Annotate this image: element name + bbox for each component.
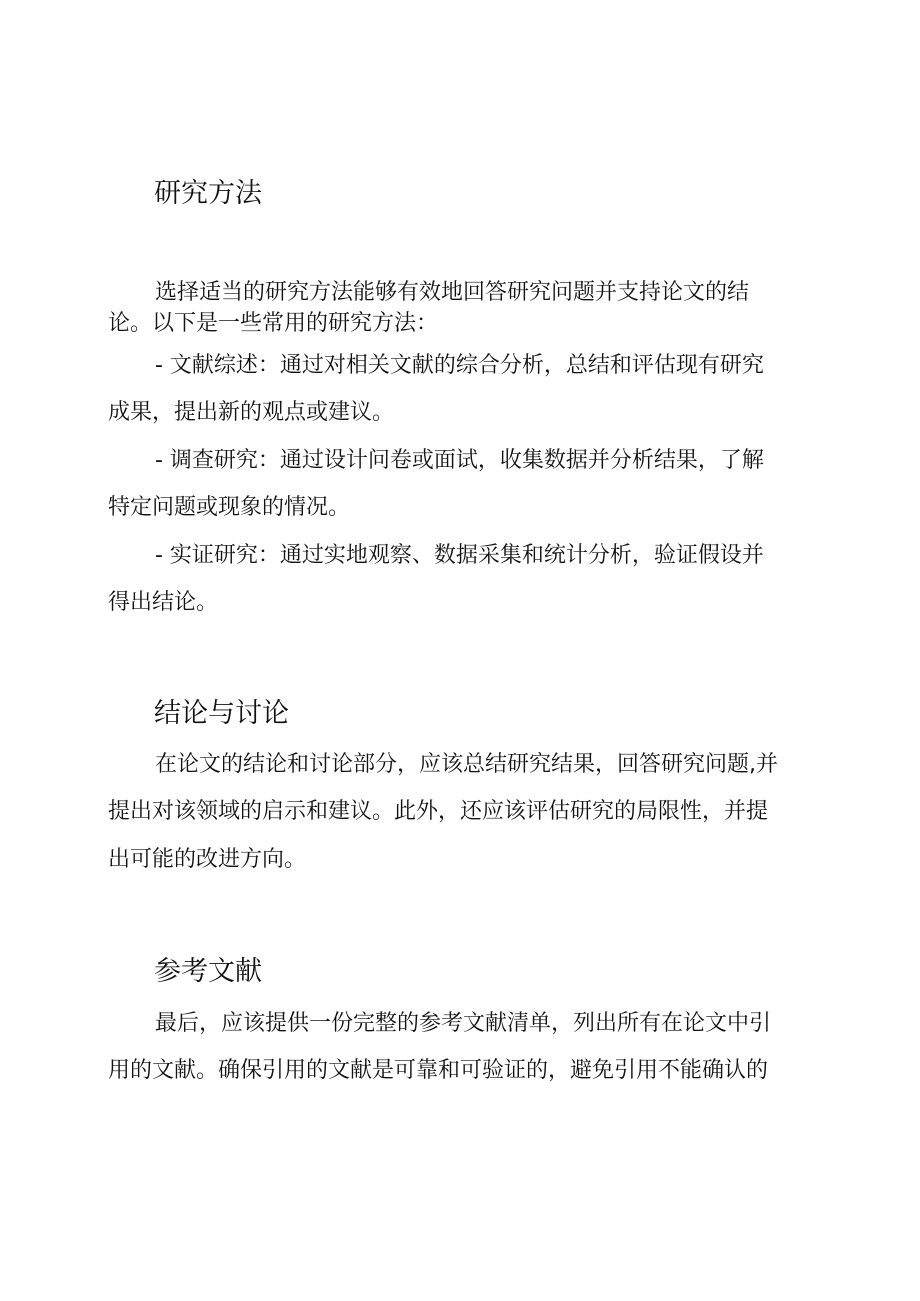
list-item-continuation: 成果，提出新的观点或建议。 [108, 400, 395, 425]
paragraph-line: 出可能的改进方向。 [108, 847, 307, 872]
paragraph-line: 论。以下是一些常用的研究方法： [108, 311, 439, 336]
list-item-literature-review: - 文献综述：通过对相关文献的综合分析，总结和评估现有研究 [155, 353, 764, 378]
section-heading-research-methods: 研究方法 [154, 178, 262, 209]
list-item-continuation: 得出结论。 [108, 590, 219, 615]
paragraph-line: 在论文的结论和讨论部分，应该总结研究结果，回答研究问题,并 [155, 752, 778, 777]
paragraph-line: 用的文献。确保引用的文献是可靠和可验证的，避免引用不能确认的 [108, 1058, 769, 1083]
paragraph-line: 最后，应该提供一份完整的参考文献清单，列出所有在论文中引 [155, 1011, 772, 1036]
paragraph-line: 提出对该领域的启示和建议。此外，还应该评估研究的局限性，并提 [108, 799, 769, 824]
section-heading-references: 参考文献 [154, 956, 262, 987]
list-item-continuation: 特定问题或现象的情况。 [108, 495, 351, 520]
list-item-survey-research: - 调查研究：通过设计问卷或面试，收集数据并分析结果，了解 [155, 448, 764, 473]
section-heading-conclusion: 结论与讨论 [154, 698, 289, 729]
list-item-empirical-research: - 实证研究：通过实地观察、数据采集和统计分析，验证假设并 [155, 543, 764, 568]
paragraph-line: 选择适当的研究方法能够有效地回答研究问题并支持论文的结 [155, 280, 750, 305]
